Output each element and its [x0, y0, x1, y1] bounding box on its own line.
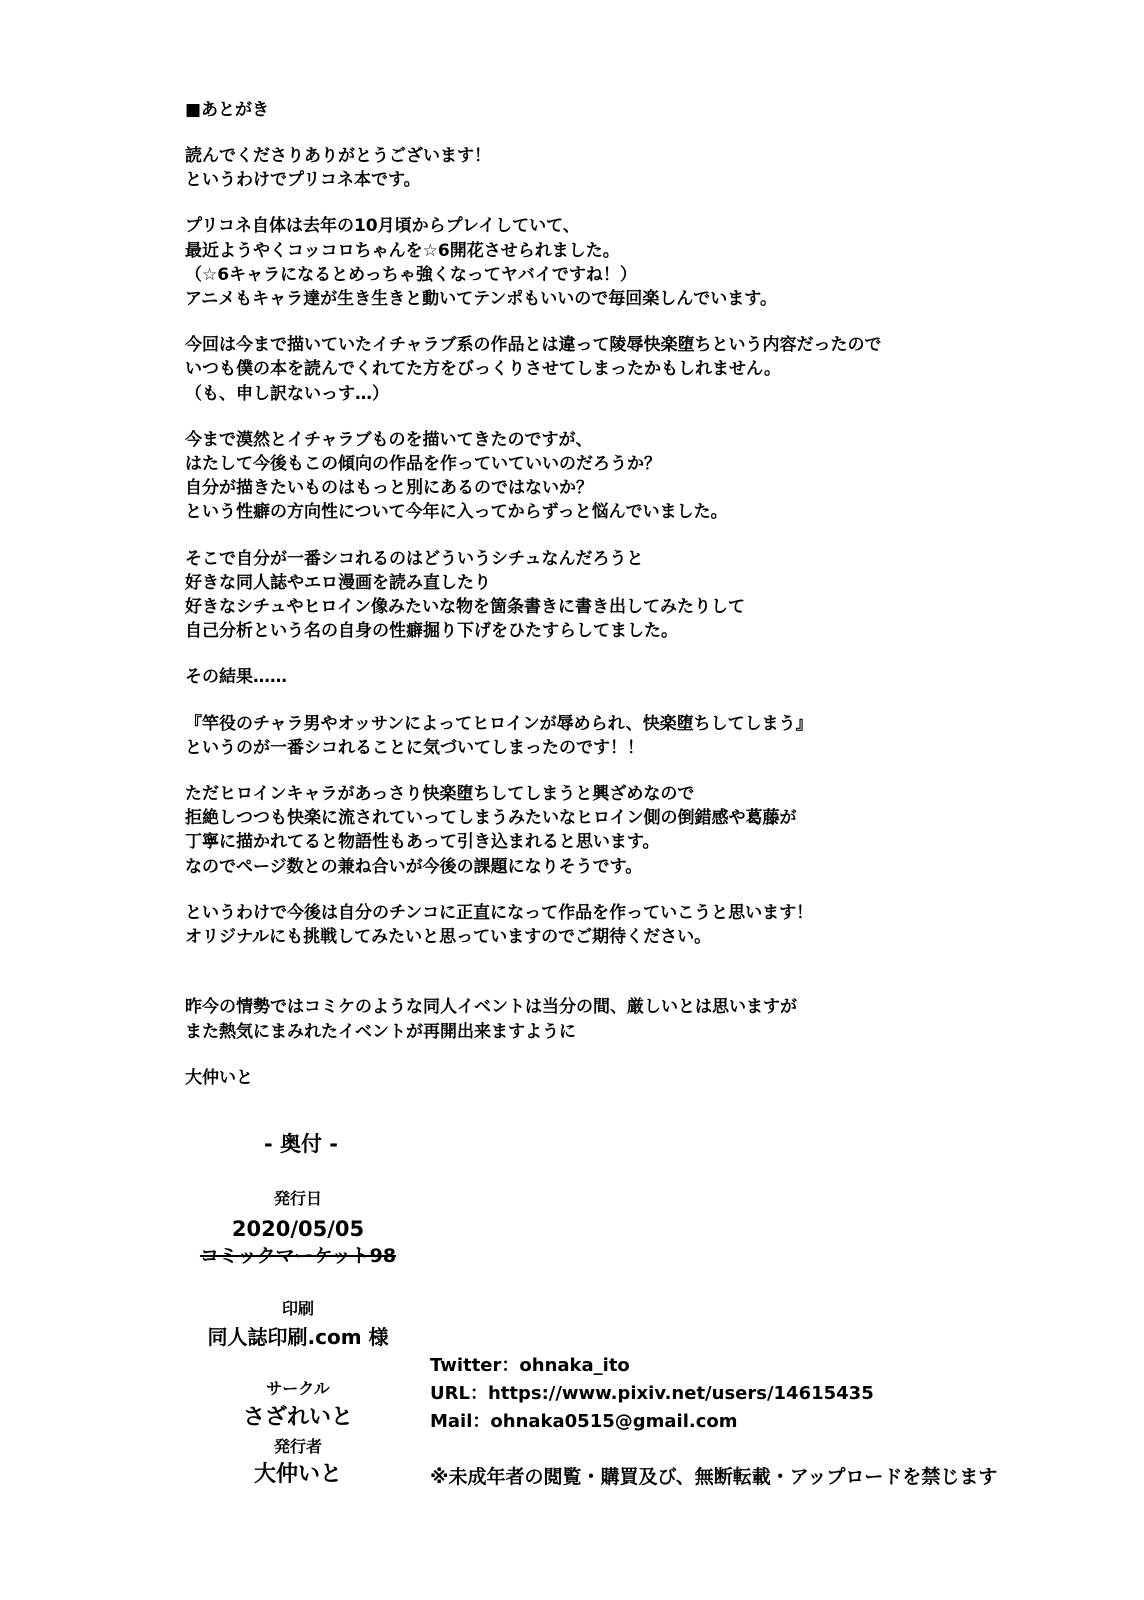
twitter-handle: Twitter：ohnaka_ito	[430, 1355, 630, 1376]
afterword-paragraph	[185, 782, 1085, 879]
text-line: また熱気にまみれたイベントが再開出来ますように	[185, 1021, 576, 1042]
text-line: 好きなシチュやヒロイン像みたいな物を箇条書きに書き出してみたりして	[185, 597, 745, 618]
publisher-label: 発行者	[273, 1437, 322, 1456]
text-line: （☆6キャラになるとめっちゃ強くなってヤバイですね！）	[185, 264, 637, 285]
afterword-paragraph	[185, 214, 1085, 311]
text-line: 好きな同人誌やエロ漫画を読み直したり	[185, 572, 491, 593]
pubdate-value: 2020/05/05	[231, 1217, 365, 1241]
text-line: 最近ようやくコッコロちゃんを☆6開花させられました。	[185, 240, 620, 261]
text-line: というわけで今後は自分のチンコに正直になって作品を作っていこうと思います！	[185, 902, 814, 923]
text-line: ただヒロインキャラがあっさり快楽堕ちしてしまうと興ざめなので	[185, 784, 695, 805]
afterword-paragraph	[185, 547, 1085, 644]
text-line: 丁寧に描かれてると物語性もあって引き込まれると思います。	[185, 832, 660, 853]
afterword-paragraph	[185, 971, 1085, 1044]
event-name: コミックマーケット98	[199, 1245, 397, 1267]
pubdate-label: 発行日	[273, 1189, 322, 1208]
text-line: 昨今の情勢ではコミケのような同人イベントは当分の間、厳しいとは思いますが	[185, 997, 797, 1018]
publisher-name: 大仲いと	[253, 1462, 342, 1487]
text-line: という性癖の方向性について今年に入ってからずっと悩んでいました。	[185, 502, 728, 523]
text-line: そこで自分が一番シコれるのはどういうシチュなんだろうと	[185, 548, 644, 569]
text-line: 自己分析という名の自身の性癖掘り下げをひたすらしてました。	[185, 621, 678, 642]
afterword-paragraph	[185, 428, 1085, 525]
afterword-paragraph	[185, 712, 1085, 760]
afterword-heading: ■あとがき	[185, 100, 270, 120]
pixiv-url: URL：https://www.pixiv.net/users/14615435	[430, 1383, 874, 1404]
afterword-paragraph	[185, 665, 1085, 689]
text-line: いつも僕の本を読んでくれてた方をびっくりさせてしまったかもしれません。	[185, 359, 782, 380]
text-line: 自分が描きたいものはもっと別にあるのではないか？	[185, 478, 593, 499]
afterword-section	[185, 98, 1085, 1090]
text-line: 『竿役のチャラ男やオッサンによってヒロインが辱められ、快楽堕ちしてしまう』	[185, 713, 813, 734]
text-line	[185, 971, 1085, 995]
text-line: オリジナルにも挑戦してみたいと思っていますのでご期待ください。	[185, 927, 712, 948]
circle-name: さざれいと	[242, 1405, 353, 1430]
text-line: プリコネ自体は去年の10月頃からプレイしていて、	[185, 216, 580, 237]
author-signature: 大仲いと	[185, 1067, 253, 1088]
text-line: はたして今後もこの傾向の作品を作っていていいのだろうか？	[185, 454, 661, 475]
text-line: 拒絶しつつも快楽に流されていってしまうみたいなヒロイン側の倒錯感や葛藤が	[185, 808, 797, 829]
print-label: 印刷	[281, 1299, 314, 1318]
text-line: 今まで漠然とイチャラブものを描いてきたのですが、	[185, 429, 593, 450]
text-line: 読んでくださりありがとうございます！	[185, 146, 491, 166]
colophon-title: - 奥付 -	[263, 1132, 339, 1156]
text-line: （も、申し訳ないっす…）	[185, 383, 389, 404]
text-line: 今回は今まで描いていたイチャラブ系の作品とは違って陵辱快楽堕ちという内容だったので	[185, 335, 882, 356]
afterword-paragraph	[185, 333, 1085, 406]
text-line: なのでページ数との兼ね合いが今後の課題になりそうです。	[185, 856, 643, 877]
afterword-paragraph	[185, 901, 1085, 949]
afterword-paragraph	[185, 144, 1085, 192]
text-line: その結果……	[185, 667, 287, 688]
mail-address: Mail：ohnaka0515@gmail.com	[430, 1411, 738, 1432]
printer-name: 同人誌印刷.com 様	[207, 1325, 389, 1349]
circle-label: サークル	[266, 1379, 330, 1398]
copyright-notice: ※未成年者の閲覧・購買及び、無断転載・アップロードを禁じます	[430, 1466, 998, 1488]
text-line: というわけでプリコネ本です。	[185, 170, 421, 191]
text-line: アニメもキャラ達が生き生きと動いてテンポもいいので毎回楽しんでいます。	[185, 289, 777, 310]
text-line: というのが一番シコれることに気づいてしまったのです！！	[185, 737, 644, 758]
